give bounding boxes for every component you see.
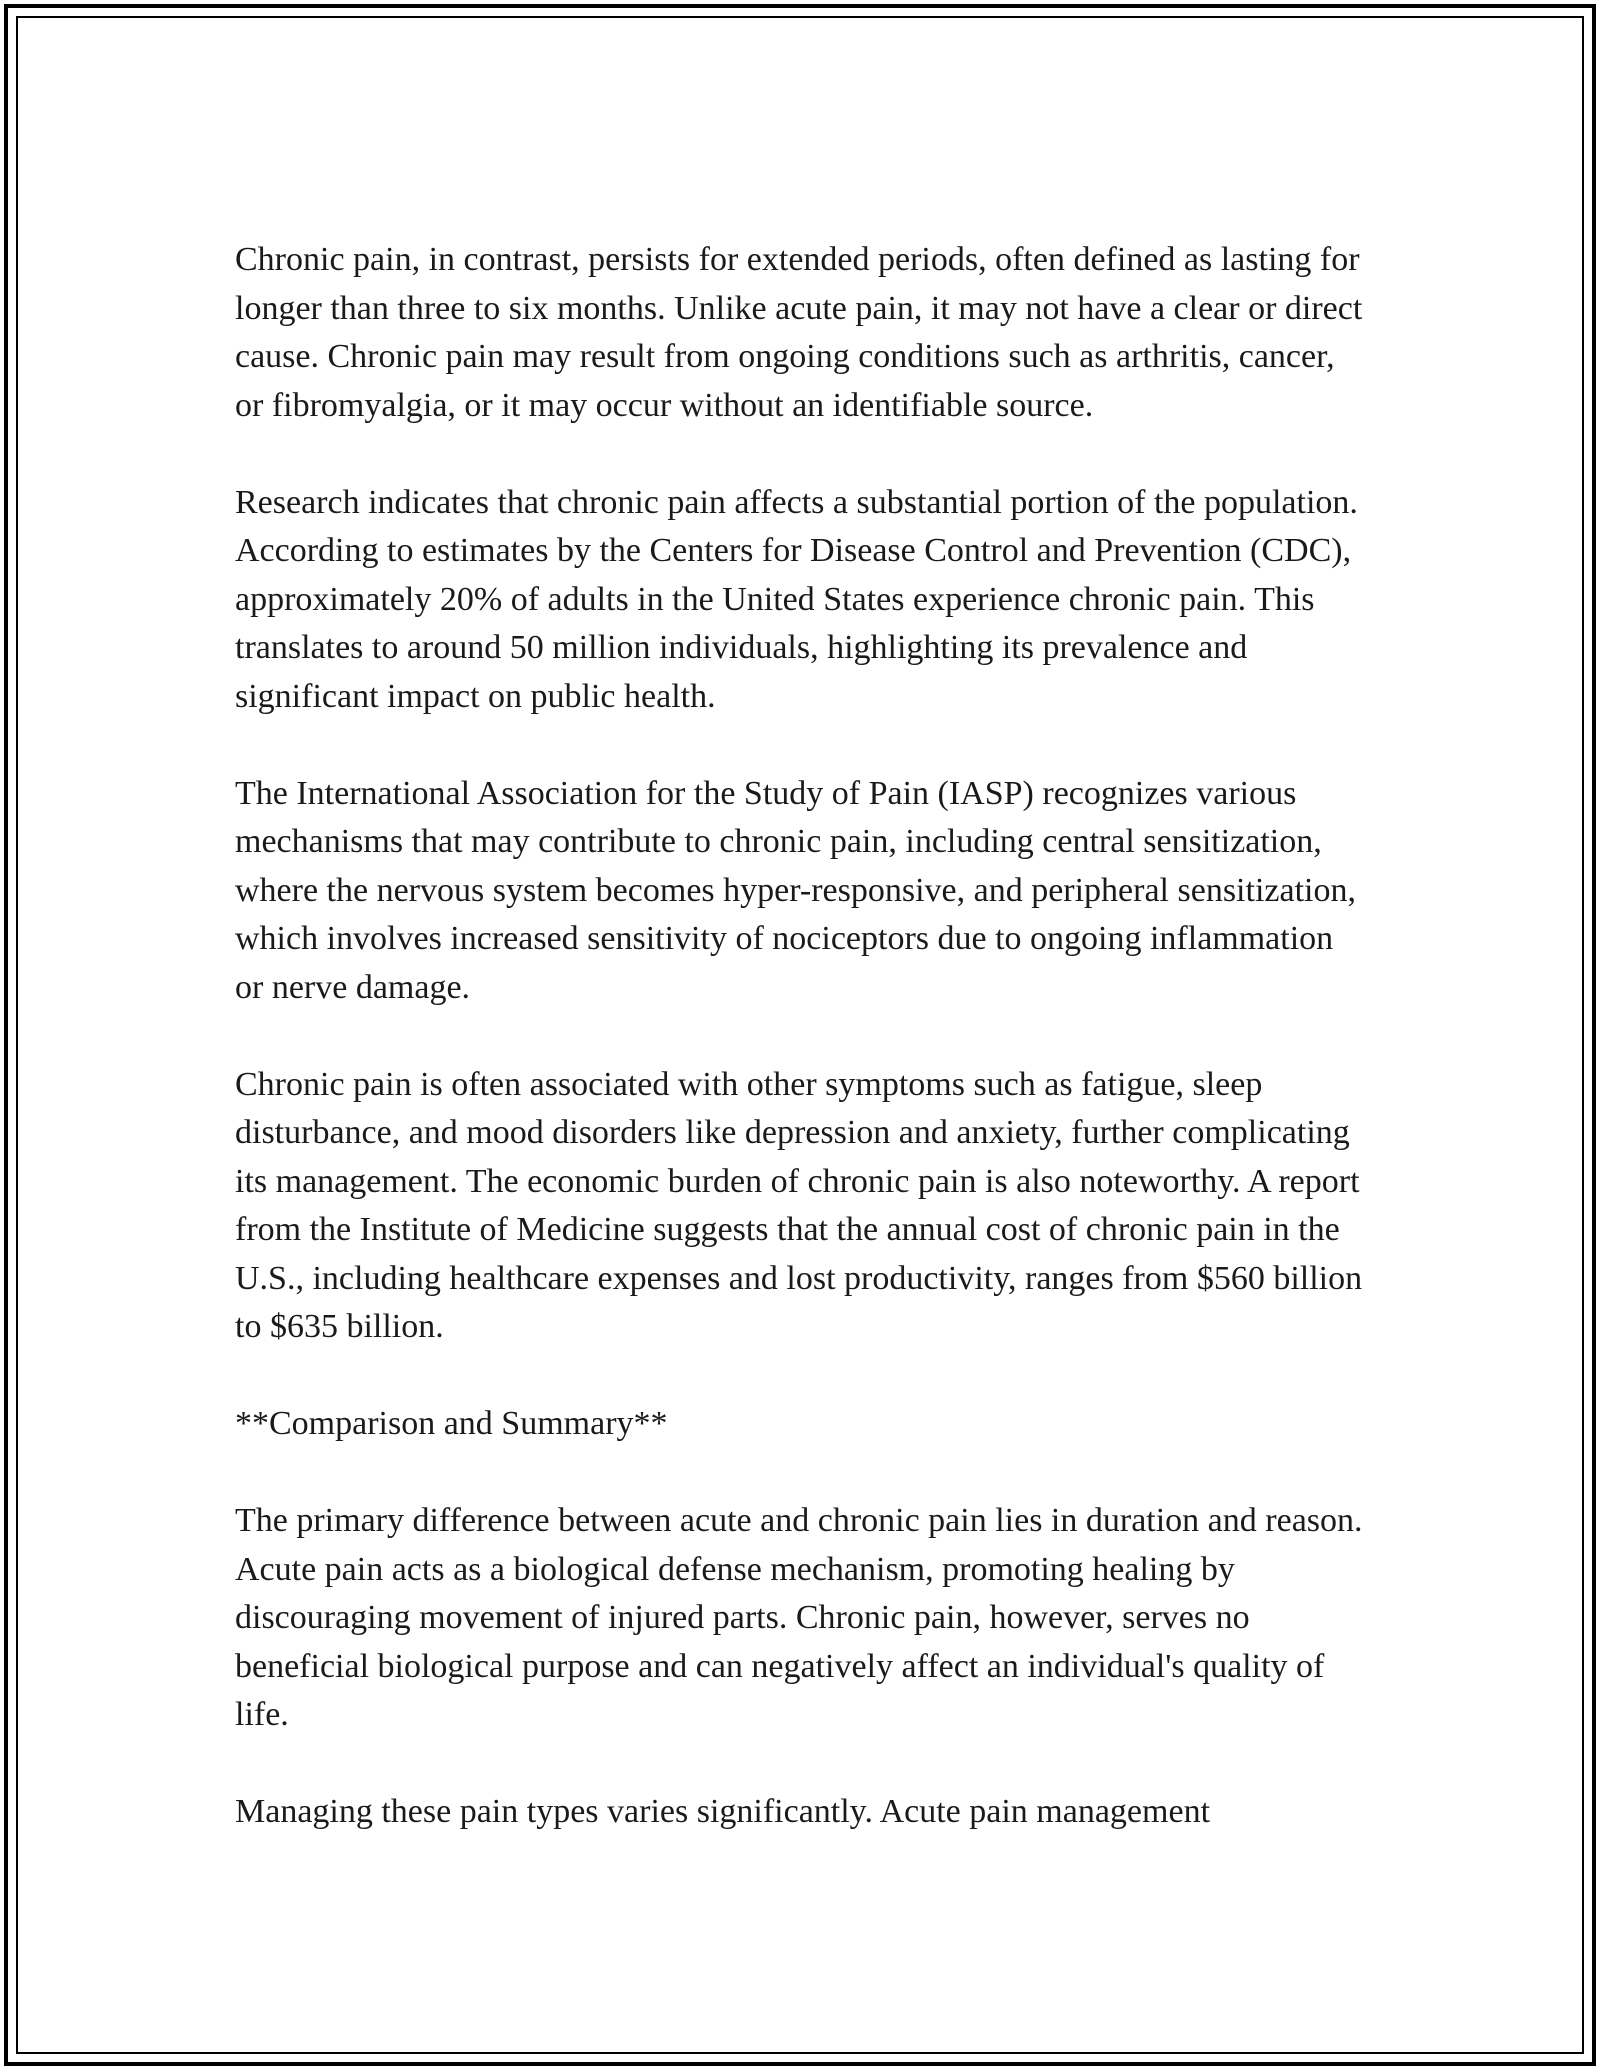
paragraph-chronic-pain-burden: Chronic pain is often associated with other symptoms such as fatigue, sleep disturbance, and mood disorders like depression and anxiety, further complicating its management. The economic burden of chronic pain is also noteworthy. A report from the Institute of Medicine suggests that the annual cost of chronic pain in the U.S., including healthcare expenses and lost productivity, ranges from $560 billion to $635 billion.	[235, 1065, 1363, 1345]
paragraph-chronic-pain-definition: Chronic pain, in contrast, persists for extended periods, often defined as lasting for longer than three to six months. Unlike acute pain, it may not have a clear or direct cause. Chronic pain may result from ongoing conditions such as arthritis, cancer, or fibromyalgia, or it may occur without an identifiable source.	[235, 241, 1363, 424]
document-body	[235, 236, 1365, 1885]
paragraph-comparison: The primary difference between acute and chronic pain lies in duration and reason. Acute pain acts as a biological defense mechanism, promoting healing by discouraging movement of injured parts. Chronic pain, however, serves no beneficial biological purpose and can negatively affect an individual's quality of life.	[235, 1502, 1363, 1733]
paragraph-chronic-pain-mechanisms: The International Association for the Study of Pain (IASP) recognizes various mechanisms that may contribute to chronic pain, including central sensitization, where the nervous system becomes hyper-responsive, and peripheral sensitization, which involves increased sensitivity of nociceptors due to ongoing inflammation or nerve damage.	[235, 774, 1356, 1006]
paragraph-management: Managing these pain types varies significantly. Acute pain management	[235, 1793, 1211, 1830]
section-heading-comparison: **Comparison and Summary**	[235, 1405, 668, 1442]
paragraph-chronic-pain-prevalence: Research indicates that chronic pain affects a substantial portion of the population. According to estimates by the Centers for Disease Control and Prevention (CDC), approximately 20% of adults in the United States experience chronic pain. This translates to around 50 million individuals, highlighting its prevalence and significant impact on public health.	[235, 483, 1358, 715]
